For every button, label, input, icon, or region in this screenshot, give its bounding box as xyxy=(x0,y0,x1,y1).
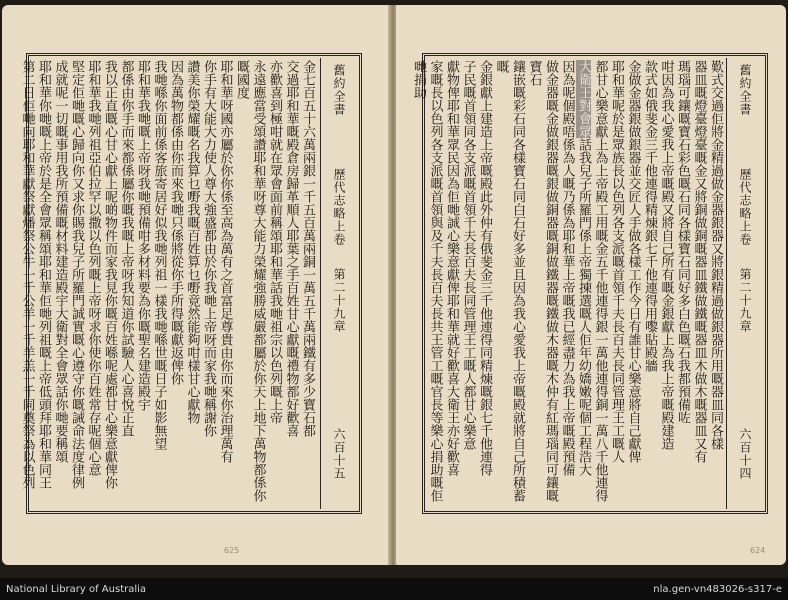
text-column: 金做金器銀做銀器並交匠人手做各樣工作今日有誰甘心樂意將自己獻俾 xyxy=(625,60,641,463)
left-page-frame xyxy=(19,53,362,514)
text-column: 讚美你榮耀嘅名我算乜嘢我嘅百姓算乜嘢竟然能夠咁樣甘心獻物 xyxy=(184,60,200,424)
text-column: 都係由你手而來都係屬你嘅我嘅上帝呀我知道你試驗人心喜悅正直 xyxy=(118,60,134,437)
text-column: 我哋喺你面前係客旅寄居好似我哋列祖一樣我哋喺世嘅日子如影無望 xyxy=(151,60,167,450)
text-column: 因為萬物都係由你而來我哋只係將從你手所得嘅獻返俾你 xyxy=(168,60,183,385)
text-column: 歎式交過佢將金精過做金器銀器又將銀精過做銀器所用嘅器皿同各樣 xyxy=(708,60,723,450)
text-column: 堅定佢哋嘅心歸向你又求你賜我兒子所羅門誠實嘅心遵守你嘅誡命法度律例 xyxy=(69,60,84,489)
text-column: 交過耶和華嘅殿倉房歸革順人耶葉之手百姓甘心獻嘅禮物都好歡喜 xyxy=(283,60,299,437)
text-column: 成就呢一切嘅事用我所預備嘅材料建造殿宇大衛對全會眾話你哋要稱頌 xyxy=(52,60,68,463)
text-column: 做金器嘅金做銀器嘅銀做銅器嘅銅做鐵器嘅鐵做木器嘅木仲有紅瑪瑙同可鑲嘅寶石 xyxy=(526,60,558,502)
right-page-number: 六百十四 xyxy=(738,428,752,480)
left-page-number: 六百十五 xyxy=(332,428,346,480)
text-column: 鑲嵌嘅彩石同各樣寶石同白石好多並且因為我心愛我上帝嘅殿就將自己所積蓄嘅 xyxy=(493,60,525,502)
right-page-running-head xyxy=(726,58,765,509)
right-chapter-number: 第二十九章 xyxy=(738,268,752,333)
right-chapter-title: 歷代志略上卷 xyxy=(738,168,752,246)
right-book-title: 舊約全書 xyxy=(738,64,752,116)
text-column: 耶和華呀國亦屬於你你係至高為萬有之首富足尊貴由你而來你治理萬有 xyxy=(217,60,233,463)
text-column: 你手有大能大力使人尊大強盛都由於你我哋上帝呀而家我哋稱謝你 xyxy=(201,60,216,437)
right-page xyxy=(396,5,786,565)
text-column: 子民嘅首領同各支派嘅首領千夫長百夫長同管理王工嘅人都甘心樂意 xyxy=(460,60,476,450)
left-book-title: 舊約全書 xyxy=(332,64,346,116)
right-page-frame xyxy=(411,53,768,514)
right-folio-number: 624 xyxy=(750,546,766,555)
text-column: 器皿嘅燈臺燈臺嘅金又將銅做銅嘅器皿鐵做鐵嘅器皿木做木嘅器皿又有 xyxy=(691,60,707,463)
text-column: 咁因為我心愛我上帝嘅殿又將自己所有嘅金銀獻上為我上帝嘅殿建造 xyxy=(658,60,674,450)
text-column: 獻物俾耶和華眾民因為佢哋誠心樂意獻俾耶和華就好歡喜大衛王亦好歡喜 xyxy=(444,60,459,476)
left-chapter-title: 歷代志略上卷 xyxy=(332,168,346,246)
highlighted-phrase: 大衛王對會眾 xyxy=(576,60,591,138)
text-column: 耶和華我哋列祖亞伯拉罕以撒以色列嘅上帝呀求你使你百姓常存呢個心意 xyxy=(85,60,101,476)
text-column: 永遠應當受頌讚耶和華呀尊大能力榮耀強勝威嚴都屬於你天上地下萬物都係你嘅國度 xyxy=(234,60,266,502)
text-column: 耶和華你哋嘅上帝於是全會眾稱頌耶和華佢哋列祖嘅上帝低頭拜耶和華同王 xyxy=(36,60,51,489)
text-column: 家嘅長以色列各支派嘅首領與及千夫長百夫長共王管工嘅官長等樂心捐助嘅佢哋捐助 xyxy=(411,60,443,502)
text-column: 款式如俄斐金三千他連得精煉銀七千他連得用嚟貼殿牆 xyxy=(642,60,657,372)
right-page-body xyxy=(411,60,723,507)
text-column: 耶和華我哋嘅上帝呀我哋預備咁多材料要為你嘅聖名建造殿宇 xyxy=(135,60,150,411)
left-folio-number: 625 xyxy=(224,546,240,555)
footer-identifier: nla.gen-vn483026-s317-e xyxy=(653,584,782,595)
footer-bar xyxy=(0,578,788,600)
text-column: 瑪瑙可鑲嘅寶石彩色嘅石同各樣寶石同好多白色嘅石我都預備咗 xyxy=(675,60,690,424)
left-chapter-number: 第二十九章 xyxy=(332,268,346,333)
footer-library-name: National Library of Australia xyxy=(6,584,147,595)
left-page-running-head xyxy=(320,58,359,509)
text-column: 我以正直嘅心甘心獻上呢啲物件而家我見你嘅百姓喺呢處都甘心樂意獻俾你 xyxy=(102,60,117,489)
text-column: 金七百五十六萬兩銀一千五百萬兩銅一萬五千萬兩鐵有多少寶石都 xyxy=(300,60,315,437)
text-column: 金銀獻上建造上帝嘅殿此外仲有俄斐金三千他連得同精煉嘅銀七千他連得 xyxy=(477,60,492,476)
text-column: 都甘心樂意獻上為上帝殿工用嘅金五千他連得銀一萬他連得銅一萬八千他連得 xyxy=(592,60,608,502)
text-column: 第二日佢哋向耶和華獻祭獻燔祭公牛一千公羊一千羊羔一千同奠祭為以色列 xyxy=(19,60,35,489)
text-column: 耶和華呢於是眾族長以色列各支派嘅首領千夫長百夫長同管理王工嘅人 xyxy=(609,60,624,463)
text-column: 因為呢個殿唔係為人嘅乃係為耶和華上帝嘅我已經盡力為我上帝嘅殿預備 xyxy=(559,60,575,476)
left-page xyxy=(2,5,390,565)
text-column: 亦歡喜到極咁就在眾會面前稱頌耶和華話我哋祖宗以色列嘅上帝 xyxy=(267,60,282,424)
text-column: 大衛王對會眾話我兒子所羅門係上帝獨揀選嘅人佢年幼嬌嫩呢個工程浩大 xyxy=(576,60,591,476)
left-page-body xyxy=(19,60,315,507)
